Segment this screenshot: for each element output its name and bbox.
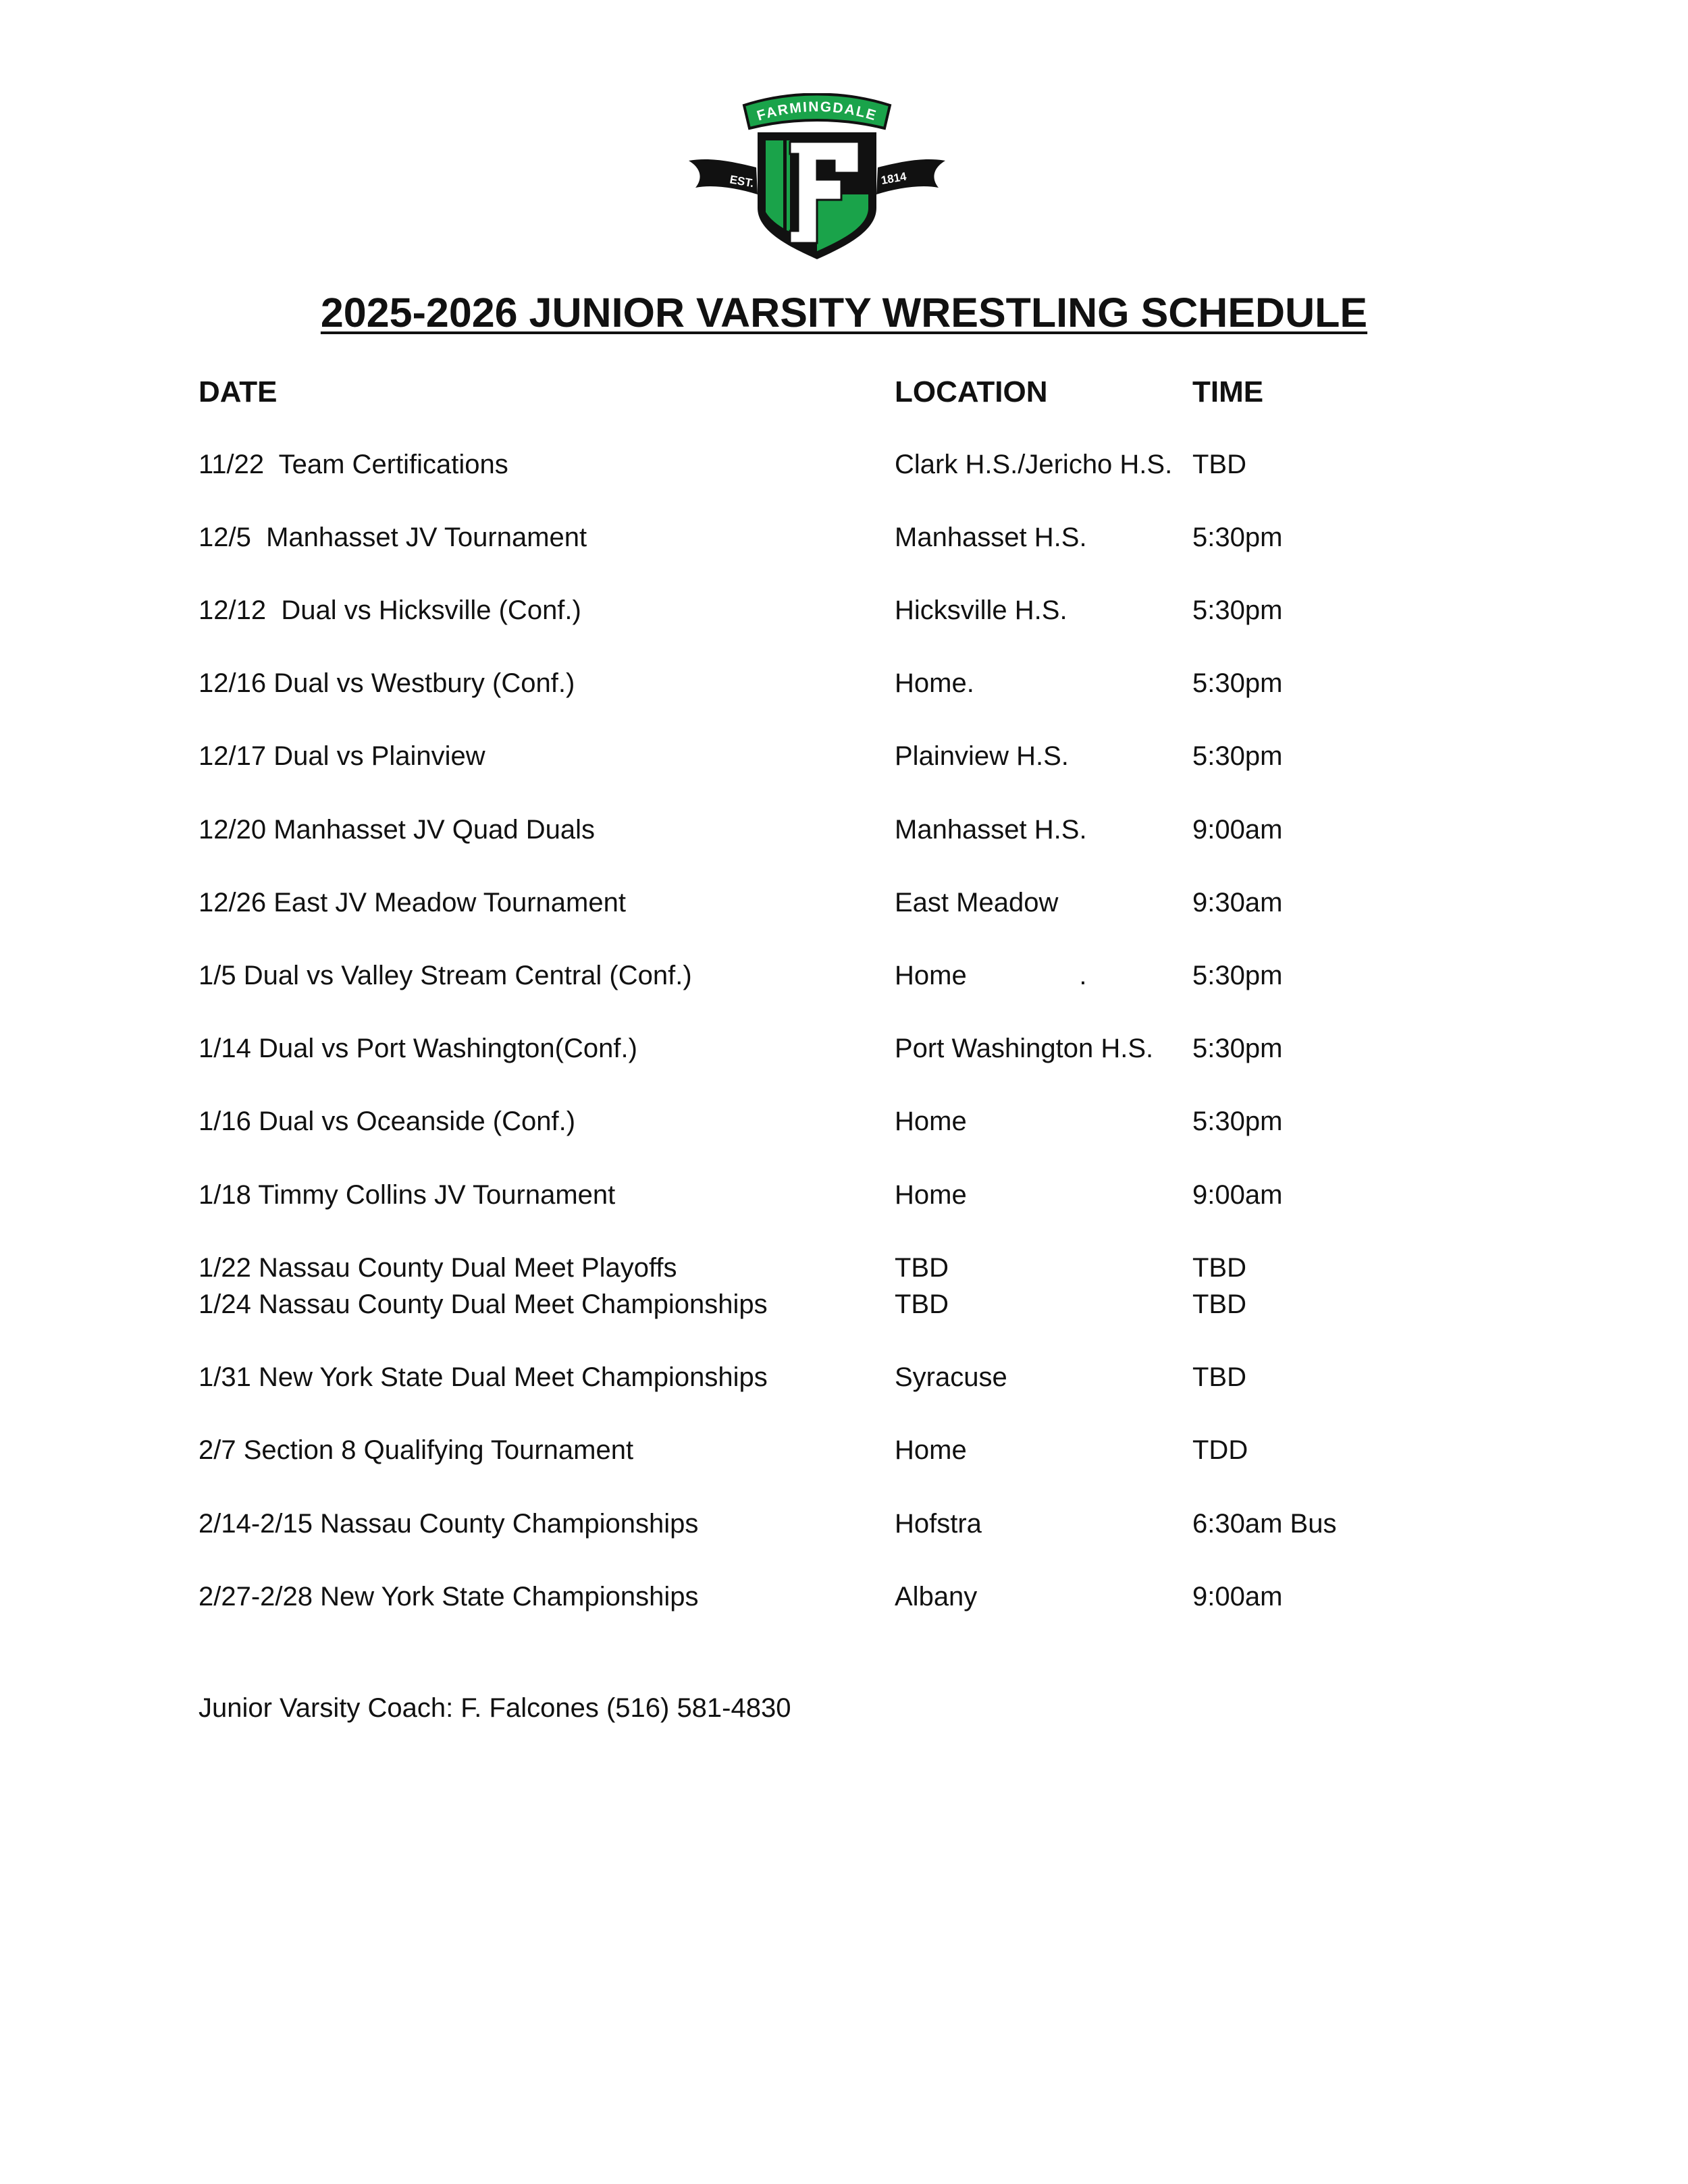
schedule-location: Home. xyxy=(895,668,974,698)
schedule-location: Manhasset H.S. xyxy=(895,815,1087,845)
schedule-location: Hofstra xyxy=(895,1509,982,1539)
schedule-event: 1/22 Nassau County Dual Meet Playoffs xyxy=(199,1253,677,1283)
schedule-event: 1/16 Dual vs Oceanside (Conf.) xyxy=(199,1107,576,1136)
schedule-row xyxy=(0,450,1688,487)
schedule-row xyxy=(0,1180,1688,1218)
schedule-row xyxy=(0,1435,1688,1473)
schedule-time: TBD xyxy=(1192,1362,1246,1392)
shield-stripes xyxy=(766,140,783,228)
schedule-location: Home . xyxy=(895,961,1087,990)
schedule-time: 5:30pm xyxy=(1192,1034,1283,1063)
schedule-row xyxy=(0,523,1688,560)
est-text: EST. xyxy=(729,173,755,190)
schedule-time: 5:30pm xyxy=(1192,668,1283,698)
schedule-row xyxy=(0,1289,1688,1327)
schedule-time: 5:30pm xyxy=(1192,961,1283,990)
schedule-event: 12/20 Manhasset JV Quad Duals xyxy=(199,815,596,845)
schedule-location: Port Washington H.S. xyxy=(895,1034,1154,1063)
schedule-row xyxy=(0,888,1688,926)
schedule-location: TBD xyxy=(895,1289,949,1319)
schedule-row xyxy=(0,1107,1688,1144)
schedule-event: 2/27-2/28 New York State Championships xyxy=(199,1582,699,1612)
schedule-event: 1/14 Dual vs Port Washington(Conf.) xyxy=(199,1034,637,1063)
schedule-time: 5:30pm xyxy=(1192,741,1283,771)
schedule-location: Home xyxy=(895,1107,967,1136)
header-time: TIME xyxy=(1192,375,1264,408)
schedule-event: 12/5 Manhasset JV Tournament xyxy=(199,523,587,552)
schedule-time: 9:30am xyxy=(1192,888,1283,917)
schedule-location: Plainview H.S. xyxy=(895,741,1069,771)
schedule-location: Home xyxy=(895,1435,967,1465)
schedule-row xyxy=(0,1362,1688,1400)
schedule-time: 5:30pm xyxy=(1192,595,1283,625)
schedule-location: East Meadow xyxy=(895,888,1059,917)
schedule-time: 9:00am xyxy=(1192,1582,1283,1612)
schedule-row xyxy=(0,595,1688,633)
farmingdale-logo xyxy=(682,93,952,261)
coach-contact: Junior Varsity Coach: F. Falcones (516) 581-4830 xyxy=(199,1693,791,1723)
schedule-row xyxy=(0,741,1688,779)
schedule-event: 12/16 Dual vs Westbury (Conf.) xyxy=(199,668,575,698)
schedule-row xyxy=(0,1582,1688,1620)
schedule-event: 12/17 Dual vs Plainview xyxy=(199,741,485,771)
schedule-event: 12/12 Dual vs Hicksville (Conf.) xyxy=(199,595,581,625)
schedule-event: 11/22 Team Certifications xyxy=(199,450,508,479)
schedule-event: 1/18 Timmy Collins JV Tournament xyxy=(199,1180,616,1210)
schedule-time: TBD xyxy=(1192,1289,1246,1319)
banner-text: FARMINGDALE xyxy=(755,99,879,124)
schedule-row xyxy=(0,961,1688,998)
page-title: 2025-2026 JUNIOR VARSITY WRESTLING SCHEDULE xyxy=(320,290,1368,336)
schedule-location: Manhasset H.S. xyxy=(895,523,1087,552)
schedule-event: 12/26 East JV Meadow Tournament xyxy=(199,888,626,917)
schedule-time: TDD xyxy=(1192,1435,1248,1465)
schedule-event: 2/7 Section 8 Qualifying Tournament xyxy=(199,1435,634,1465)
schedule-location: Albany xyxy=(895,1582,978,1612)
schedule-event: 1/5 Dual vs Valley Stream Central (Conf.) xyxy=(199,961,692,990)
schedule-time: TBD xyxy=(1192,1253,1246,1283)
schedule-time: 9:00am xyxy=(1192,815,1283,845)
schedule-time: 6:30am Bus xyxy=(1192,1509,1337,1539)
schedule-time: 5:30pm xyxy=(1192,1107,1283,1136)
schedule-row xyxy=(0,1034,1688,1071)
schedule-location: Syracuse xyxy=(895,1362,1007,1392)
year-text: 1814 xyxy=(880,169,907,187)
schedule-row xyxy=(0,815,1688,853)
schedule-time: 9:00am xyxy=(1192,1180,1283,1210)
header-location: LOCATION xyxy=(895,375,1048,408)
schedule-time: TBD xyxy=(1192,450,1246,479)
schedule-event: 1/24 Nassau County Dual Meet Championships xyxy=(199,1289,768,1319)
schedule-time: 5:30pm xyxy=(1192,523,1283,552)
header-date: DATE xyxy=(199,375,278,408)
schedule-row xyxy=(0,668,1688,706)
schedule-row xyxy=(0,1253,1688,1291)
schedule-location: Home xyxy=(895,1180,967,1210)
schedule-row xyxy=(0,1509,1688,1547)
schedule-event: 2/14-2/15 Nassau County Championships xyxy=(199,1509,699,1539)
schedule-location: TBD xyxy=(895,1253,949,1283)
schedule-location: Clark H.S./Jericho H.S. xyxy=(895,450,1173,479)
schedule-event: 1/31 New York State Dual Meet Championships xyxy=(199,1362,768,1392)
schedule-location: Hicksville H.S. xyxy=(895,595,1067,625)
